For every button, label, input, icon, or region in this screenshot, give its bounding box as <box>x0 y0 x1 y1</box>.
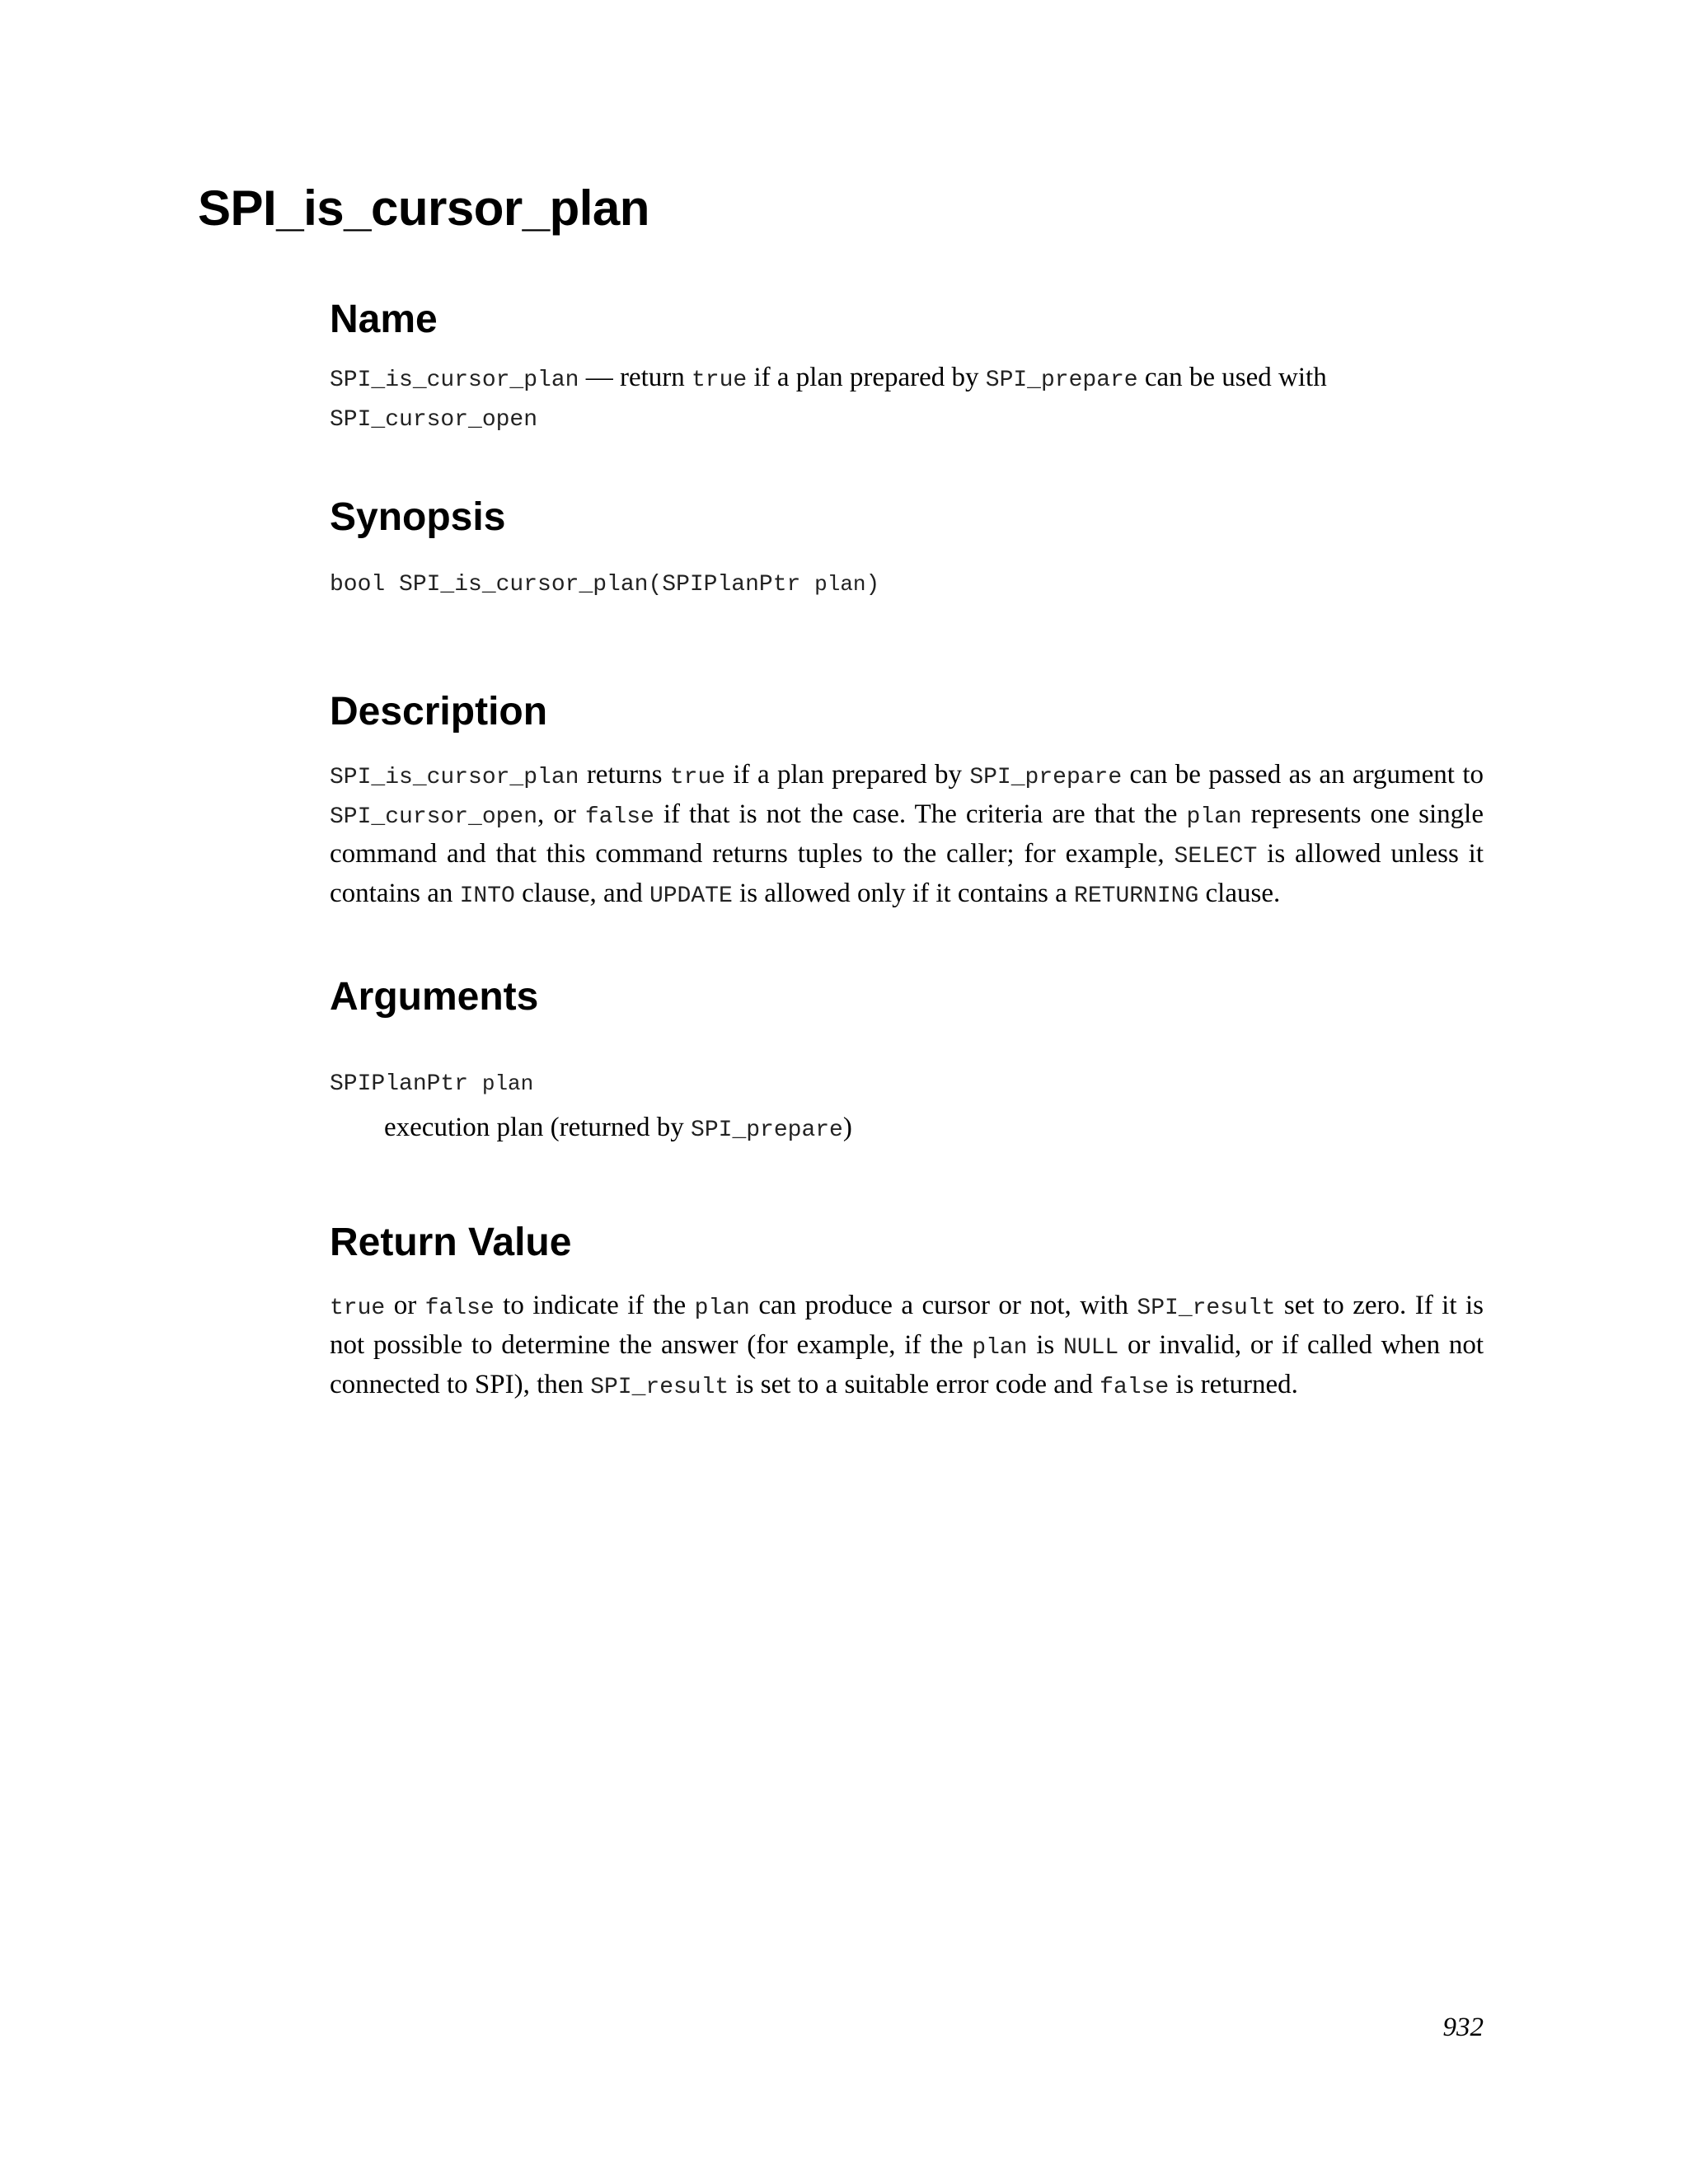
argument-term: SPIPlanPtr plan <box>330 1071 534 1097</box>
description-heading: Description <box>330 690 548 733</box>
argument-definition: execution plan (returned by SPI_prepare) <box>384 1113 852 1143</box>
code-func-name: SPI_is_cursor_plan <box>330 368 579 393</box>
name-text: SPI_is_cursor_plan — return true if a plan prepared by SPI_prepare can be used with SPI_cursor_open <box>330 363 1327 433</box>
return-value-heading: Return Value <box>330 1221 572 1264</box>
synopsis-heading: Synopsis <box>330 495 506 539</box>
arguments-heading: Arguments <box>330 975 539 1019</box>
page-title: SPI_is_cursor_plan <box>198 180 649 236</box>
page-number: 932 <box>1442 2013 1484 2042</box>
description-text: SPI_is_cursor_plan returns true if a plan prepared by SPI_prepare can be passed as an argument to SPI_cursor_open, or false if that is not the case. The criteria are that the plan represents one single command and that this command returns tuples to the caller; for example, SELECT is allowed unless it contains an INTO clause, and UPDATE is allowed only if it contains a RETURNING clause. <box>330 760 1484 909</box>
return-value-text: true or false to indicate if the plan can produce a cursor or not, with SPI_result set to zero. If it is not possible to determine the answer (for example, if the plan is NULL or invalid, or if called when not connected to SPI), then SPI_result is set to a suitable error code and false is returned. <box>330 1291 1484 1400</box>
synopsis-code: bool SPI_is_cursor_plan(SPIPlanPtr plan) <box>330 572 880 598</box>
name-heading: Name <box>330 298 438 341</box>
